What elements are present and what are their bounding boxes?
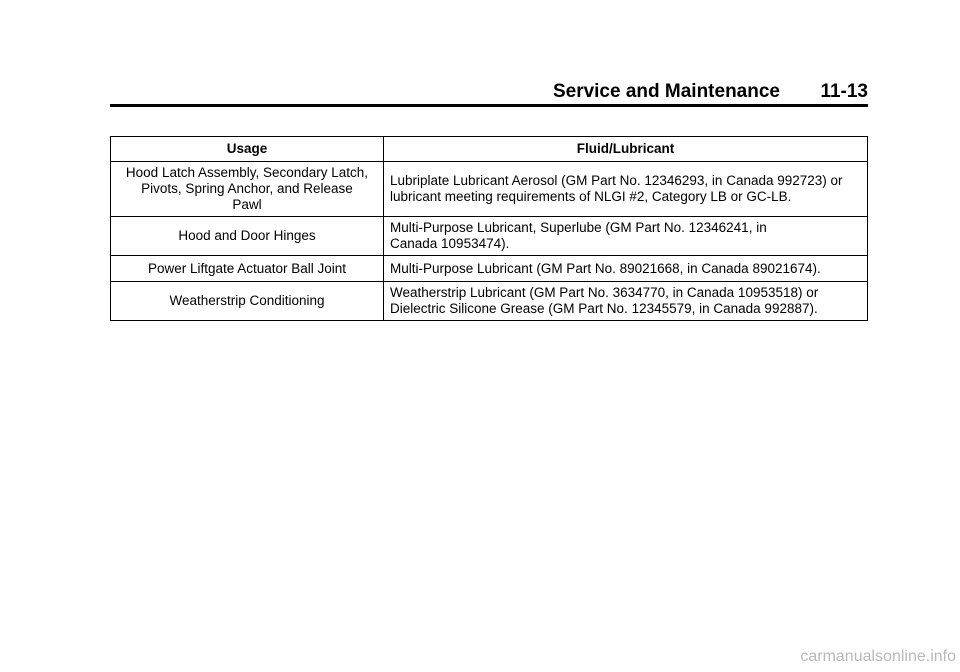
lubricant-table — [110, 136, 868, 321]
table-row — [111, 282, 868, 321]
usage-cell: Hood Latch Assembly, Secondary Latch, Pivots, Spring Anchor, and Release Pawl — [111, 162, 384, 217]
column-header-usage: Usage — [111, 137, 384, 162]
fluid-cell: Multi-Purpose Lubricant, Superlube (GM Part No. 12346241, in Canada 10953474). — [384, 217, 868, 256]
table-row — [111, 162, 868, 217]
section-title: Service and Maintenance — [552, 81, 780, 102]
fluid-cell: Lubriplate Lubricant Aerosol (GM Part No. 12346293, in Canada 992723) or lubricant meeting requirements of NLGI #2, Category LB or GC-LB. — [384, 162, 868, 217]
table-header-row — [111, 137, 868, 162]
table-row — [111, 256, 868, 282]
watermark-logo: carmanualsonline.info — [800, 648, 956, 665]
page-number: 11-13 — [820, 81, 868, 102]
usage-cell: Power Liftgate Actuator Ball Joint — [111, 256, 384, 282]
usage-cell: Hood and Door Hinges — [111, 217, 384, 256]
table-row — [111, 217, 868, 256]
page-header — [110, 80, 868, 107]
fluid-cell: Multi-Purpose Lubricant (GM Part No. 89021668, in Canada 89021674). — [384, 256, 868, 282]
usage-cell: Weatherstrip Conditioning — [111, 282, 384, 321]
fluid-cell: Weatherstrip Lubricant (GM Part No. 3634770, in Canada 10953518) or Dielectric Silicone Grease (GM Part No. 12345579, in Canada 992887). — [384, 282, 868, 321]
column-header-fluid: Fluid/Lubricant — [384, 137, 868, 162]
